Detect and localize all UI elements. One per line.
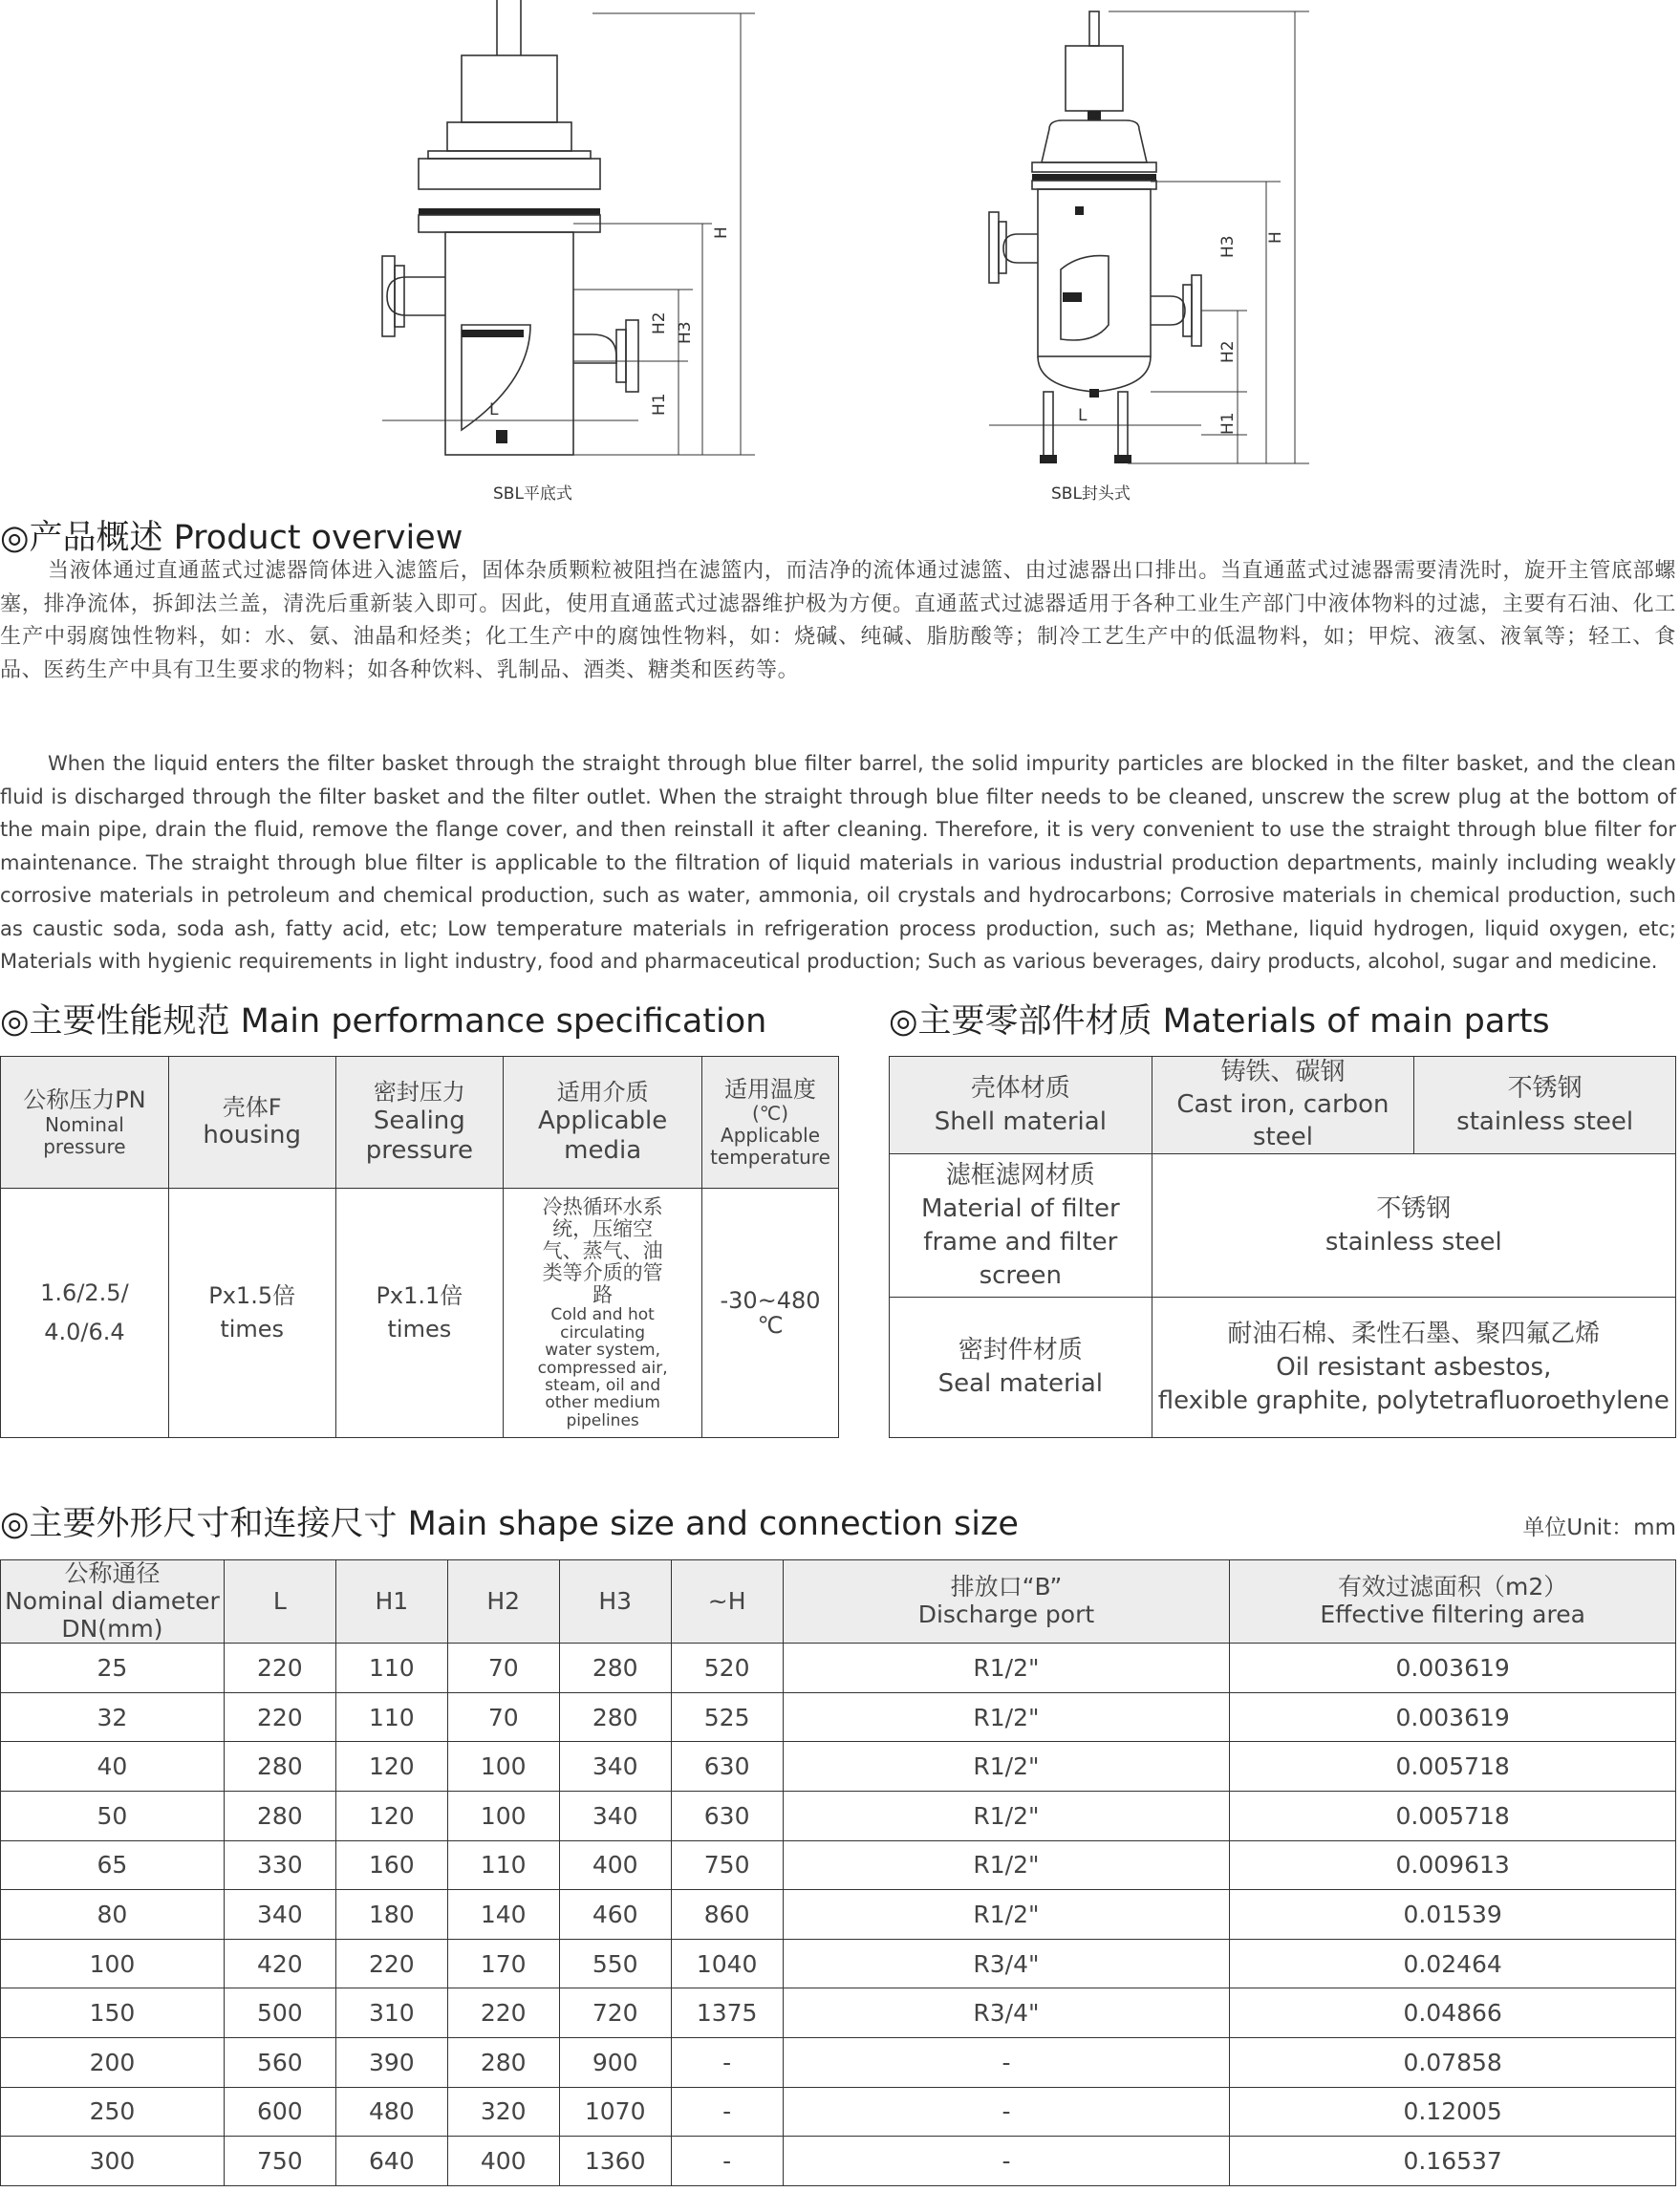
svg-text:L: L [1078, 406, 1088, 425]
table-row [1, 1939, 1676, 1988]
dimensions-body [1, 1644, 1676, 2186]
hdr-L: L [224, 1560, 335, 1644]
cell-filtering-area: 0.003619 [1230, 1692, 1676, 1742]
cell-H: 520 [671, 1644, 783, 1693]
shell-material-label: 壳体材质 Shell material [890, 1057, 1152, 1154]
cell-H3: 1360 [559, 2137, 671, 2186]
cell-H: - [671, 2087, 783, 2137]
cell-H3: 340 [559, 1742, 671, 1792]
overview-heading: ◎产品概述 Product overview [0, 519, 463, 557]
materials-table [889, 1056, 1676, 1438]
cell-H1: 110 [335, 1692, 447, 1742]
cell-H3: 1070 [559, 2087, 671, 2137]
cell-H2: 220 [447, 1988, 559, 2038]
cell-filtering-area: 0.005718 [1230, 1792, 1676, 1841]
cell-L: 420 [224, 1939, 335, 1988]
performance-header-row [1, 1057, 839, 1189]
cell-filtering-area: 0.07858 [1230, 2038, 1676, 2088]
cell-discharge-port: R1/2" [783, 1792, 1230, 1841]
flat-bottom-caption: SBL平底式 [493, 484, 572, 504]
cell-L: 330 [224, 1840, 335, 1890]
cell-H2: 140 [447, 1890, 559, 1940]
cell-H1: 180 [335, 1890, 447, 1940]
media-value: 冷热循环水系统，压缩空气、蒸气、油类等介质的管路 Cold and hot circulating water system, compressed air, steam, oil and other medium pipelines [504, 1189, 702, 1438]
cell-H3: 280 [559, 1692, 671, 1742]
hdr-nominal-pressure: 公称压力PN Nominal pressure [1, 1057, 169, 1189]
svg-text:H3: H3 [676, 321, 695, 344]
table-row [1, 1792, 1676, 1841]
filter-material-label: 滤框滤网材质 Material of filter frame and filter screen [890, 1154, 1152, 1298]
cell-L: 220 [224, 1644, 335, 1693]
cell-filtering-area: 0.005718 [1230, 1742, 1676, 1792]
cell-H3: 550 [559, 1939, 671, 1988]
cell-H: 860 [671, 1890, 783, 1940]
cell-H2: 70 [447, 1692, 559, 1742]
svg-text:H1: H1 [650, 393, 669, 416]
head-type-filter-drawing [989, 11, 1309, 463]
cell-L: 340 [224, 1890, 335, 1940]
materials-row-seal [890, 1298, 1676, 1438]
cell-L: 600 [224, 2087, 335, 2137]
materials-row-shell [890, 1057, 1676, 1154]
dimensions-heading: ◎主要外形尺寸和连接尺寸 Main shape size and connection size [0, 1505, 1019, 1543]
cell-H1: 220 [335, 1939, 447, 1988]
dimensions-table [0, 1559, 1676, 2186]
hdr-dn: 公称通径 Nominal diameter DN(mm) [1, 1560, 225, 1644]
pressure-value: 1.6/2.5/ 4.0/6.4 [1, 1189, 169, 1438]
cell-filtering-area: 0.003619 [1230, 1644, 1676, 1693]
svg-text:H2: H2 [650, 312, 669, 334]
cell-dn: 32 [1, 1692, 225, 1742]
cell-discharge-port: - [783, 2038, 1230, 2088]
cell-H3: 340 [559, 1792, 671, 1841]
temperature-value: -30~480 ℃ [702, 1189, 839, 1438]
head-type-caption: SBL封头式 [1051, 484, 1131, 504]
cell-dn: 65 [1, 1840, 225, 1890]
hdr-H2: H2 [447, 1560, 559, 1644]
cell-discharge-port: R1/2" [783, 1644, 1230, 1693]
shell-material-cast-iron: 铸铁、碳钢 Cast iron, carbon steel [1152, 1057, 1414, 1154]
cell-discharge-port: R3/4" [783, 1939, 1230, 1988]
cell-discharge-port: R1/2" [783, 1890, 1230, 1940]
table-row [1, 1644, 1676, 1693]
materials-heading: ◎主要零部件材质 Materials of main parts [889, 1002, 1550, 1041]
hdr-sealing-pressure: 密封压力 Sealing pressure [335, 1057, 504, 1189]
cell-H2: 170 [447, 1939, 559, 1988]
cell-dn: 150 [1, 1988, 225, 2038]
cell-dn: 40 [1, 1742, 225, 1792]
cell-H3: 280 [559, 1644, 671, 1693]
cell-filtering-area: 0.04866 [1230, 1988, 1676, 2038]
cell-L: 750 [224, 2137, 335, 2186]
cell-dn: 80 [1, 1890, 225, 1940]
seal-material-label: 密封件材质 Seal material [890, 1298, 1152, 1438]
cell-H2: 400 [447, 2137, 559, 2186]
overview-paragraph-cn: 当液体通过直通蓝式过滤器筒体进入滤篮后，固体杂质颗粒被阻挡在滤篮内，而洁净的流体通过滤篮、由过滤器出口排出。当直通蓝式过滤器需要清洗时，旋开主管底部螺塞，排净流体，拆卸法兰盖，清洗后重新装入即可。因此，使用直通蓝式过滤器维护极为方便。直通蓝式过滤器适用于各种工业生产部门中液体物料的过滤，主要有石油、化工生产中弱腐蚀性物料，如：水、氨、油晶和烃类；化工生产中的腐蚀性物料，如：烧碱、纯碱、脂肪酸等；制冷工艺生产中的低温物料，如；甲烷、液氢、液氧等；轻工、食品、医药生产中具有卫生要求的物料；如各种饮料、乳制品、酒类、糖类和医药等。 [0, 559, 1676, 682]
cell-L: 560 [224, 2038, 335, 2088]
cell-H3: 900 [559, 2038, 671, 2088]
hdr-discharge-port: 排放口“B” Discharge port [783, 1560, 1230, 1644]
shell-material-stainless: 不锈钢 stainless steel [1414, 1057, 1676, 1154]
cell-dn: 100 [1, 1939, 225, 1988]
cell-dn: 25 [1, 1644, 225, 1693]
overview-paragraph-en: When the liquid enters the filter basket through the straight through blue filter barrel, the solid impurity particles are blocked in the filter basket, and the clean fluid is discharged through the filter basket and the filter outlet. When the straight through blue filter needs to be cleaned, unscrew the screw plug at the bottom of the main pipe, drain the fluid, remove the flange cover, and then reinstall it after cleaning. Therefore, it is very convenient to use the straight through blue filter for maintenance. The straight through blue filter is applicable to the filtration of liquid materials in various industrial production departments, mainly including weakly corrosive materials in petroleum and chemical production, such as water, ammonia, oil crystals and hydrocarbons; Corrosive materials in chemical production, such as caustic soda, soda ash, fatty acid, etc; Low temperature materials in refrigeration process production, such as; Methane, liquid hydrogen, liquid oxygen, etc; Materials with hygienic requirements in light industry, food and pharmaceutical production; Such as various beverages, dairy products, alcohol, sugar and medicine. [0, 752, 1676, 973]
hdr-filtering-area: 有效过滤面积（m2） Effective filtering area [1230, 1560, 1676, 1644]
svg-text:H1: H1 [1218, 412, 1238, 435]
performance-table [0, 1056, 839, 1438]
table-row [1, 1890, 1676, 1940]
cell-L: 500 [224, 1988, 335, 2038]
cell-H1: 160 [335, 1840, 447, 1890]
filter-material-value: 不锈钢 stainless steel [1152, 1154, 1675, 1298]
hdr-H: ~H [671, 1560, 783, 1644]
svg-text:H3: H3 [1218, 235, 1238, 258]
svg-text:H2: H2 [1218, 340, 1238, 363]
cell-H2: 280 [447, 2038, 559, 2088]
table-row [1, 2137, 1676, 2186]
cell-H1: 480 [335, 2087, 447, 2137]
cell-H1: 310 [335, 1988, 447, 2038]
cell-H2: 70 [447, 1644, 559, 1693]
cell-L: 280 [224, 1792, 335, 1841]
cell-H1: 120 [335, 1792, 447, 1841]
hdr-housing: 壳体F housing [168, 1057, 335, 1189]
cell-H2: 100 [447, 1792, 559, 1841]
cell-dn: 50 [1, 1792, 225, 1841]
hdr-H1: H1 [335, 1560, 447, 1644]
flat-bottom-filter-drawing [382, 0, 755, 455]
technical-drawings [0, 0, 1680, 478]
cell-filtering-area: 0.02464 [1230, 1939, 1676, 1988]
cell-filtering-area: 0.12005 [1230, 2087, 1676, 2137]
cell-filtering-area: 0.16537 [1230, 2137, 1676, 2186]
table-row [1, 1840, 1676, 1890]
hdr-H3: H3 [559, 1560, 671, 1644]
dimensions-header-row [1, 1560, 1676, 1644]
cell-L: 220 [224, 1692, 335, 1742]
cell-discharge-port: - [783, 2137, 1230, 2186]
hdr-applicable-temperature: 适用温度 (℃) Applicable temperature [702, 1057, 839, 1189]
cell-H2: 320 [447, 2087, 559, 2137]
cell-H1: 110 [335, 1644, 447, 1693]
cell-discharge-port: R3/4" [783, 1988, 1230, 2038]
cell-H3: 400 [559, 1840, 671, 1890]
performance-heading: ◎主要性能规范 Main performance specification [0, 1002, 767, 1041]
cell-H3: 460 [559, 1890, 671, 1940]
cell-H: 630 [671, 1742, 783, 1792]
cell-discharge-port: R1/2" [783, 1692, 1230, 1742]
svg-text:H: H [1266, 231, 1285, 244]
cell-L: 280 [224, 1742, 335, 1792]
cell-H1: 640 [335, 2137, 447, 2186]
cell-discharge-port: R1/2" [783, 1840, 1230, 1890]
cell-H: 1375 [671, 1988, 783, 2038]
cell-H1: 120 [335, 1742, 447, 1792]
cell-dn: 200 [1, 2038, 225, 2088]
cell-discharge-port: R1/2" [783, 1742, 1230, 1792]
cell-H: 750 [671, 1840, 783, 1890]
cell-H: 1040 [671, 1939, 783, 1988]
cell-dn: 250 [1, 2087, 225, 2137]
cell-dn: 300 [1, 2137, 225, 2186]
svg-text:H: H [712, 226, 731, 239]
hdr-applicable-media: 适用介质 Applicable media [504, 1057, 702, 1189]
table-row [1, 1988, 1676, 2038]
cell-H2: 100 [447, 1742, 559, 1792]
performance-row [1, 1189, 839, 1438]
cell-discharge-port: - [783, 2087, 1230, 2137]
cell-filtering-area: 0.009613 [1230, 1840, 1676, 1890]
cell-H2: 110 [447, 1840, 559, 1890]
cell-H: 630 [671, 1792, 783, 1841]
seal-material-value: 耐油石棉、柔性石墨、聚四氟乙烯 Oil resistant asbestos, flexible graphite, polytetrafluoroethylene [1152, 1298, 1675, 1438]
cell-H: 525 [671, 1692, 783, 1742]
table-row [1, 2038, 1676, 2088]
cell-H: - [671, 2137, 783, 2186]
unit-label: 单位Unit：mm [1522, 1515, 1676, 1540]
cell-H: - [671, 2038, 783, 2088]
cell-filtering-area: 0.01539 [1230, 1890, 1676, 1940]
cell-H3: 720 [559, 1988, 671, 2038]
table-row [1, 2087, 1676, 2137]
housing-value: Px1.5倍 times [168, 1189, 335, 1438]
materials-row-filter [890, 1154, 1676, 1298]
table-row [1, 1692, 1676, 1742]
cell-H1: 390 [335, 2038, 447, 2088]
sealing-value: Px1.1倍 times [335, 1189, 504, 1438]
table-row [1, 1742, 1676, 1792]
svg-text:L: L [489, 400, 499, 419]
